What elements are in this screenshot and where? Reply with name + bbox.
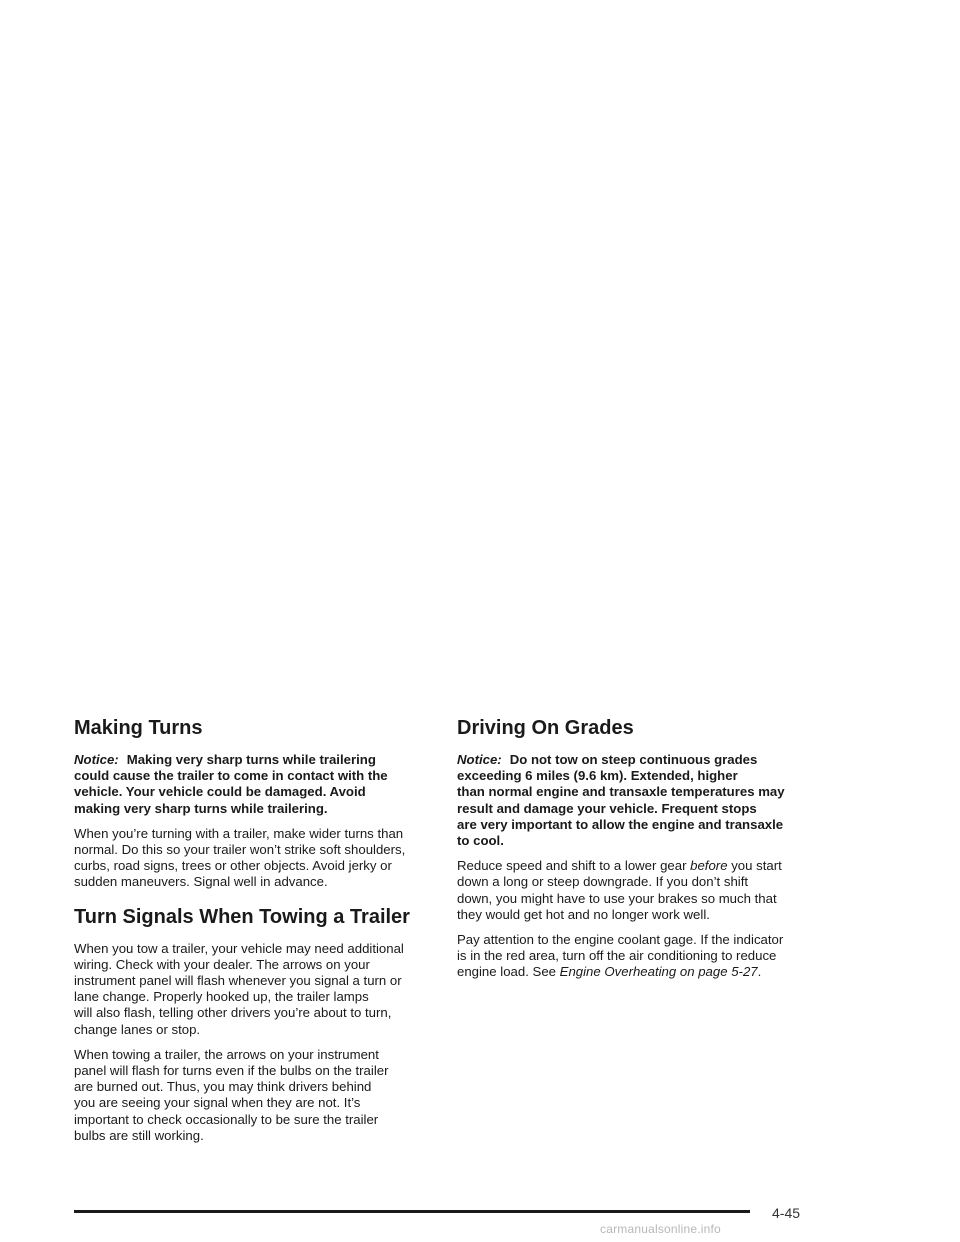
notice-label: Notice: [457,752,502,767]
section-heading-turn-signals: Turn Signals When Towing a Trailer [74,905,410,928]
notice-making-turns [74,752,436,817]
text-run: Pay attention to the engine coolant gage. If the indicator is in the red area, turn off the air conditioning to reduce engine load. See [457,932,784,980]
cross-reference-link[interactable]: Engine Overheating on page 5-27 [559,964,758,980]
notice-text: Do not tow on steep continuous grades exceeding 6 miles (9.6 km). Extended, higher than normal engine and transaxle temperatures may result and damage your vehicle. Frequent stops are very important to allow the engine and transaxle to cool. [457,752,785,849]
text-run: Reduce speed and shift to a lower gear [457,858,691,874]
section-heading-making-turns: Making Turns [74,717,203,739]
watermark: carmanualsonline.info [600,1222,721,1236]
notice-text: Making very sharp turns while trailering could cause the trailer to come in contact with the vehicle. Your vehicle could be damaged. Avoid making very sharp turns while trailering. [74,752,388,816]
page-number: 4-45 [772,1205,801,1221]
section-heading-driving-on-grades: Driving On Grades [457,717,634,739]
text-run: . [757,964,762,980]
paragraph-grades-1 [457,858,819,923]
notice-driving-on-grades [457,752,819,849]
paragraph-making-turns: When you’re turning with a trailer, make wider turns than normal. Do this so your trailer won’t strike soft shoulders, curbs, road signs, trees or other objects. Avoid jerky or sudden maneuvers. Signal well in advance. [74,825,406,890]
paragraph-turn-signals-1: When you tow a trailer, your vehicle may need additional wiring. Check with your dealer. The arrows on your instrument panel will flash whenever you signal a turn or lane change. Properly hooked up, the trailer lamps will also flash, telling other drivers you’re about to turn, change lanes or stop. [74,940,404,1037]
left-column [74,716,436,1153]
footer-rule [74,1210,750,1213]
emphasis-before: before [690,858,728,874]
text-run: you start down a long or steep downgrade. If you don’t shift down, you might have to use your brakes so much that they would get hot and no longer work well. [457,858,782,922]
notice-label: Notice: [74,752,119,767]
paragraph-grades-2 [457,932,819,981]
right-column [457,716,819,990]
paragraph-turn-signals-2: When towing a trailer, the arrows on your instrument panel will flash for turns even if the bulbs on the trailer are burned out. Thus, you may think drivers behind you are seeing your signal when they are not. It’s important to check occasionally to be sure the trailer bulbs are still working. [74,1046,389,1143]
